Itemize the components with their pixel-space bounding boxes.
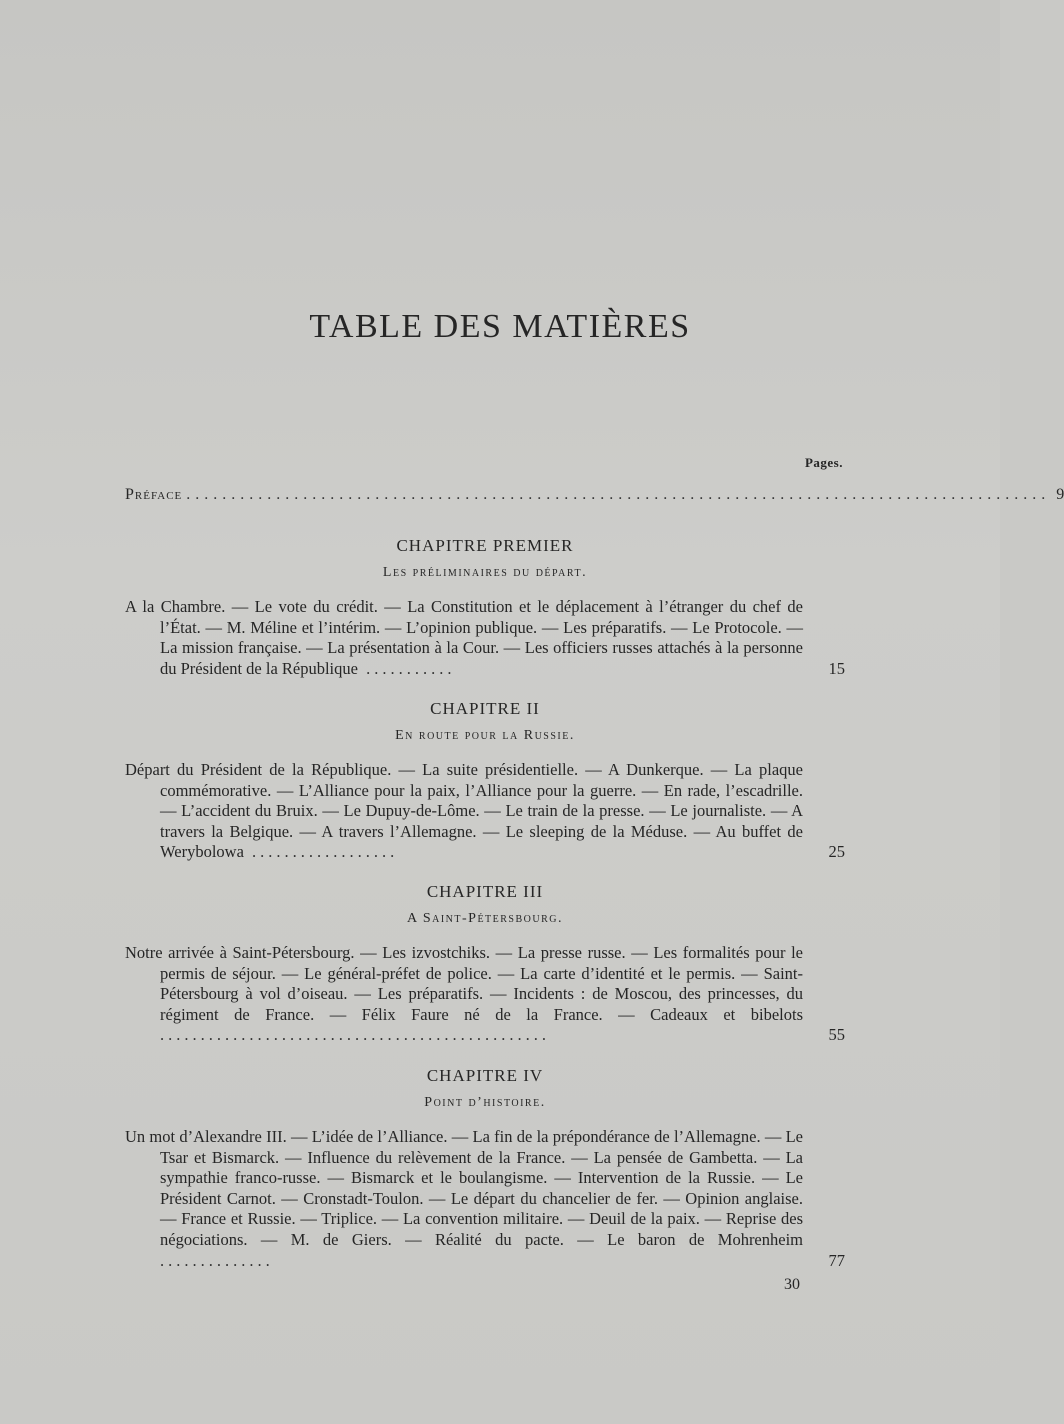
- pages-column-label: Pages.: [804, 455, 843, 470]
- signature-number: 30: [784, 1276, 800, 1293]
- chapter-3: [125, 882, 845, 1046]
- page-title: TABLE DES MATIÈRES: [309, 308, 691, 345]
- chapter-heading: CHAPITRE III: [426, 882, 544, 901]
- chapter-summary: [125, 1127, 845, 1271]
- chapter-page: 25: [828, 842, 845, 862]
- chapter-summary-text: Départ du Président de la République. — La suite présidentielle. — A Dunkerque. — La plaque commémorative. — L’Alliance pour la paix, l’Alliance pour la guerre. — En rade, l’escadrille. — L’accident du Bruix. — Le Dupuy-de-Lôme. — Le train de la presse. — Le journaliste. — A travers la Belgique. — A travers l’Allemagne. — Le sleeping de la Méduse. — Au buffet de Werybolowa: [125, 760, 803, 862]
- chapter-heading: CHAPITRE II: [430, 699, 540, 718]
- preface-page: 9: [1056, 486, 1064, 503]
- chapter-page: 77: [828, 1250, 845, 1270]
- dot-leader: ................................................: [160, 1025, 550, 1045]
- dot-leader: ..................: [243, 842, 399, 862]
- dot-leader: ...........: [357, 658, 456, 678]
- chapter-subtitle: A Saint-Pétersbourg.: [406, 911, 563, 926]
- chapter-heading: CHAPITRE IV: [426, 1066, 544, 1085]
- dot-leader: ..............: [160, 1250, 274, 1270]
- chapter-subtitle: Les préliminaires du départ.: [382, 565, 588, 580]
- chapter-summary-text: Notre arrivée à Saint-Pétersbourg. — Les izvostchiks. — La presse russe. — Les formalités pour le permis de séjour. — Le général-préfet de police. — La carte d’identité et le permis. — Saint-Pétersbourg à vol d’oiseau. — Les préparatifs. — Incidents : de Moscou, des princesses, du régiment de France. — Félix Faure né de la France. — Cadeaux et bibelots: [125, 943, 803, 1024]
- chapter-page: 55: [828, 1025, 845, 1045]
- chapter-subtitle: Point d’histoire.: [424, 1095, 546, 1110]
- chapter-summary: [125, 597, 845, 679]
- chapter-subtitle: En route pour la Russie.: [395, 728, 575, 743]
- chapter-4: [125, 1066, 845, 1271]
- chapter-summary-text: A la Chambre. — Le vote du crédit. — La Constitution et le déplacement à l’étranger du chef de l’État. — M. Méline et l’intérim. — L’opinion publique. — Les préparatifs. — Le Protocole. — La mission française. — La présentation à la Cour. — Les officiers russes attachés à la personne du Président de la République: [125, 597, 803, 678]
- dot-leader: ................................................................................................: [186, 486, 1051, 503]
- chapter-1: [125, 536, 845, 679]
- chapter-summary-text: Un mot d’Alexandre III. — L’idée de l’Alliance. — La fin de la prépondérance de l’Allemagne. — Le Tsar et Bismarck. — Influence du relèvement de la France. — La pensée de Gambetta. — La sympathie franco-russe. — Bismarck et le boulangisme. — Intervention de la Russie. — Le Président Carnot. — Cronstadt-Toulon. — Le départ du chancelier de fer. — Opinion anglaise. — France et Russie. — Triplice. — La convention militaire. — Deuil de la paix. — Reprise des négociations. — M. de Giers. — Réalité du pacte. — Le baron de Mohrenheim: [125, 1127, 803, 1249]
- preface-label: Préface: [125, 486, 183, 503]
- chapter-summary: [125, 760, 845, 863]
- chapter-summary: [125, 943, 845, 1046]
- chapter-page: 15: [828, 658, 845, 678]
- chapter-2: [125, 699, 845, 863]
- chapter-heading: CHAPITRE PREMIER: [396, 536, 574, 555]
- toc-entry-preface: [125, 486, 1064, 504]
